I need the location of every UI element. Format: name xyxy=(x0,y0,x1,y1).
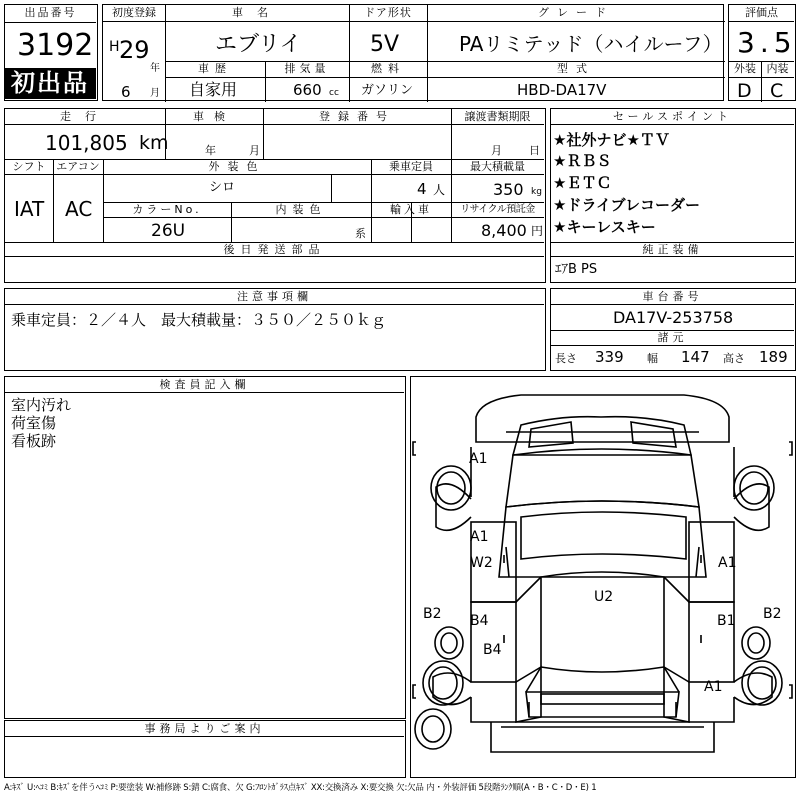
height-label: 高さ xyxy=(723,352,745,365)
damage-mark: A1 xyxy=(470,529,489,545)
load-unit: kg xyxy=(531,187,542,197)
legend: A:ｷｽﾞ U:ﾍｺﾐ B:ｷｽﾞを伴うﾍｺﾐ P:要塗装 W:補修跡 S:錆 C:腐食、欠 G:ﾌﾛﾝﾄｶﾞﾗｽ点ｷｽﾞ XX:交換済み X:要交換 欠:欠品 内・外装評価 5段階ﾗﾝｸ順(A・B・C・D・E) 1 xyxy=(4,783,597,793)
capacity-label: 乗車定員 xyxy=(389,160,433,173)
lot-number: 3192 xyxy=(17,28,94,63)
capacity: 4 xyxy=(417,180,427,198)
door-type: 5V xyxy=(370,32,400,57)
lot-number-label: 出品番号 xyxy=(24,6,77,19)
transfer-day-unit: 日 xyxy=(529,144,540,157)
office-label: 事務局よりご案内 xyxy=(144,722,265,735)
ac: AC xyxy=(65,197,93,221)
score-label: 評価点 xyxy=(745,6,778,19)
length: 339 xyxy=(595,348,624,366)
chassis-number: DA17V-253758 xyxy=(613,308,734,327)
ac-label: エアコン xyxy=(56,160,100,173)
reg-month: 6 xyxy=(121,83,131,101)
fuel-label: 燃料 xyxy=(371,62,405,75)
dimensions-label: 諸元 xyxy=(657,331,688,344)
damage-mark: B2 xyxy=(763,606,782,622)
inspection-year-unit: 年 xyxy=(205,144,216,157)
reg-no-label: 登録番号 xyxy=(319,110,395,123)
displacement-label: 排気量 xyxy=(284,62,330,75)
recycle-amount: 8,400 xyxy=(481,221,527,240)
damage-mark: B2 xyxy=(423,606,442,622)
era: H xyxy=(109,39,120,55)
sales-point-item: ★ドライブレコーダー xyxy=(553,196,700,214)
grade-label: グレード xyxy=(538,6,614,19)
first-listing-text: 初出品 xyxy=(11,69,89,97)
sales-point-item: ★ＥＴＣ xyxy=(553,174,612,192)
inspection-month-unit: 月 xyxy=(249,144,260,157)
vehicle-header-box xyxy=(102,4,724,101)
score-box xyxy=(728,4,796,101)
damage-mark: B4 xyxy=(483,642,502,658)
import-label: 輸入車 xyxy=(390,203,432,216)
recycle-label: リサイクル預託金 xyxy=(460,204,535,215)
fuel: ガソリン xyxy=(361,83,414,98)
sales-points-label: セールスポイント xyxy=(612,110,732,123)
history: 自家用 xyxy=(189,80,238,99)
load-label: 最大積載量 xyxy=(470,160,525,173)
damage-mark: A1 xyxy=(469,451,488,467)
width-label: 幅 xyxy=(647,352,658,365)
door-label: ドア形状 xyxy=(364,6,412,19)
inspector-line: 荷室傷 xyxy=(11,414,57,432)
exterior-label: 外装 xyxy=(734,62,756,75)
exterior-color: シロ xyxy=(209,180,236,195)
notes-box xyxy=(4,288,546,371)
damage-mark: B1 xyxy=(717,613,736,629)
notes-label: 注意事項欄 xyxy=(237,290,312,303)
damage-diagram-box xyxy=(410,376,796,778)
car-outline-diagram xyxy=(411,377,794,776)
reg-year: 29 xyxy=(119,36,150,64)
model: HBD-DA17V xyxy=(517,81,607,99)
damage-mark: A1 xyxy=(704,679,723,695)
reg-month-unit: 月 xyxy=(150,88,160,99)
sales-point-item: ★キーレスキー xyxy=(553,218,656,236)
interior-color-label: 内装色 xyxy=(275,203,327,216)
genuine-equipment: ｴｱB PS xyxy=(555,262,598,277)
mileage-label: 走行 xyxy=(60,110,110,123)
length-label: 長さ xyxy=(555,352,577,365)
car-name: エブリイ xyxy=(215,32,302,57)
car-name-label: 車名 xyxy=(232,6,282,19)
sales-point-item: ★ＲＢＳ xyxy=(553,152,612,170)
shift-label: シフト xyxy=(12,160,46,173)
inspector-line: 室内汚れ xyxy=(11,396,72,414)
sales-point-item: ★社外ナビ★ＴＶ xyxy=(553,131,670,149)
office-box xyxy=(4,720,406,778)
score: 3.5 xyxy=(737,26,797,59)
inspector-box xyxy=(4,376,406,719)
inspector-label: 検査員記入欄 xyxy=(159,378,250,391)
recycle-unit: 円 xyxy=(531,224,544,238)
chassis-label: 車台番号 xyxy=(642,290,703,303)
inspector-line: 看板跡 xyxy=(11,432,57,450)
height: 189 xyxy=(759,348,788,366)
sales-points-box xyxy=(550,108,796,283)
color-label: 外装色 xyxy=(208,160,266,173)
displacement-unit: cc xyxy=(329,88,339,98)
first-reg-label: 初度登録 xyxy=(112,6,156,19)
damage-mark: U2 xyxy=(594,589,614,605)
inspection-label: 車検 xyxy=(193,110,235,123)
specs-box xyxy=(4,108,546,283)
exterior-grade: D xyxy=(737,80,752,102)
damage-mark: A1 xyxy=(718,555,737,571)
width: 147 xyxy=(681,348,710,366)
transfer-month-unit: 月 xyxy=(491,144,502,157)
chassis-box xyxy=(550,288,796,371)
grade: PAリミテッド（ハイルーフ） xyxy=(459,32,723,56)
mileage-unit: km xyxy=(139,132,169,154)
later-parts-label: 後日発送部品 xyxy=(223,243,326,256)
mileage: 101,805 xyxy=(45,131,128,155)
reg-year-unit: 年 xyxy=(150,63,160,74)
displacement: 660 xyxy=(293,81,322,99)
load: 350 xyxy=(493,180,524,199)
interior-color-unit: 系 xyxy=(355,227,366,240)
capacity-unit: 人 xyxy=(433,183,446,197)
transfer-label: 譲渡書類期限 xyxy=(464,110,531,123)
model-label: 型式 xyxy=(557,62,595,75)
color-no: 26U xyxy=(151,221,186,241)
interior-label: 内装 xyxy=(766,62,789,75)
color-no-label: カラーNo. xyxy=(132,203,202,216)
lot-number-box xyxy=(4,4,98,101)
notes-text: 乗車定員：２／４人 最大積載量：３５０／２５０ｋｇ xyxy=(11,311,387,329)
genuine-label: 純正装備 xyxy=(642,243,703,256)
shift: IAT xyxy=(14,197,45,221)
history-label: 車歴 xyxy=(198,62,232,75)
damage-mark: B4 xyxy=(470,613,489,629)
damage-mark: W2 xyxy=(470,555,493,571)
interior-grade: C xyxy=(770,80,784,102)
